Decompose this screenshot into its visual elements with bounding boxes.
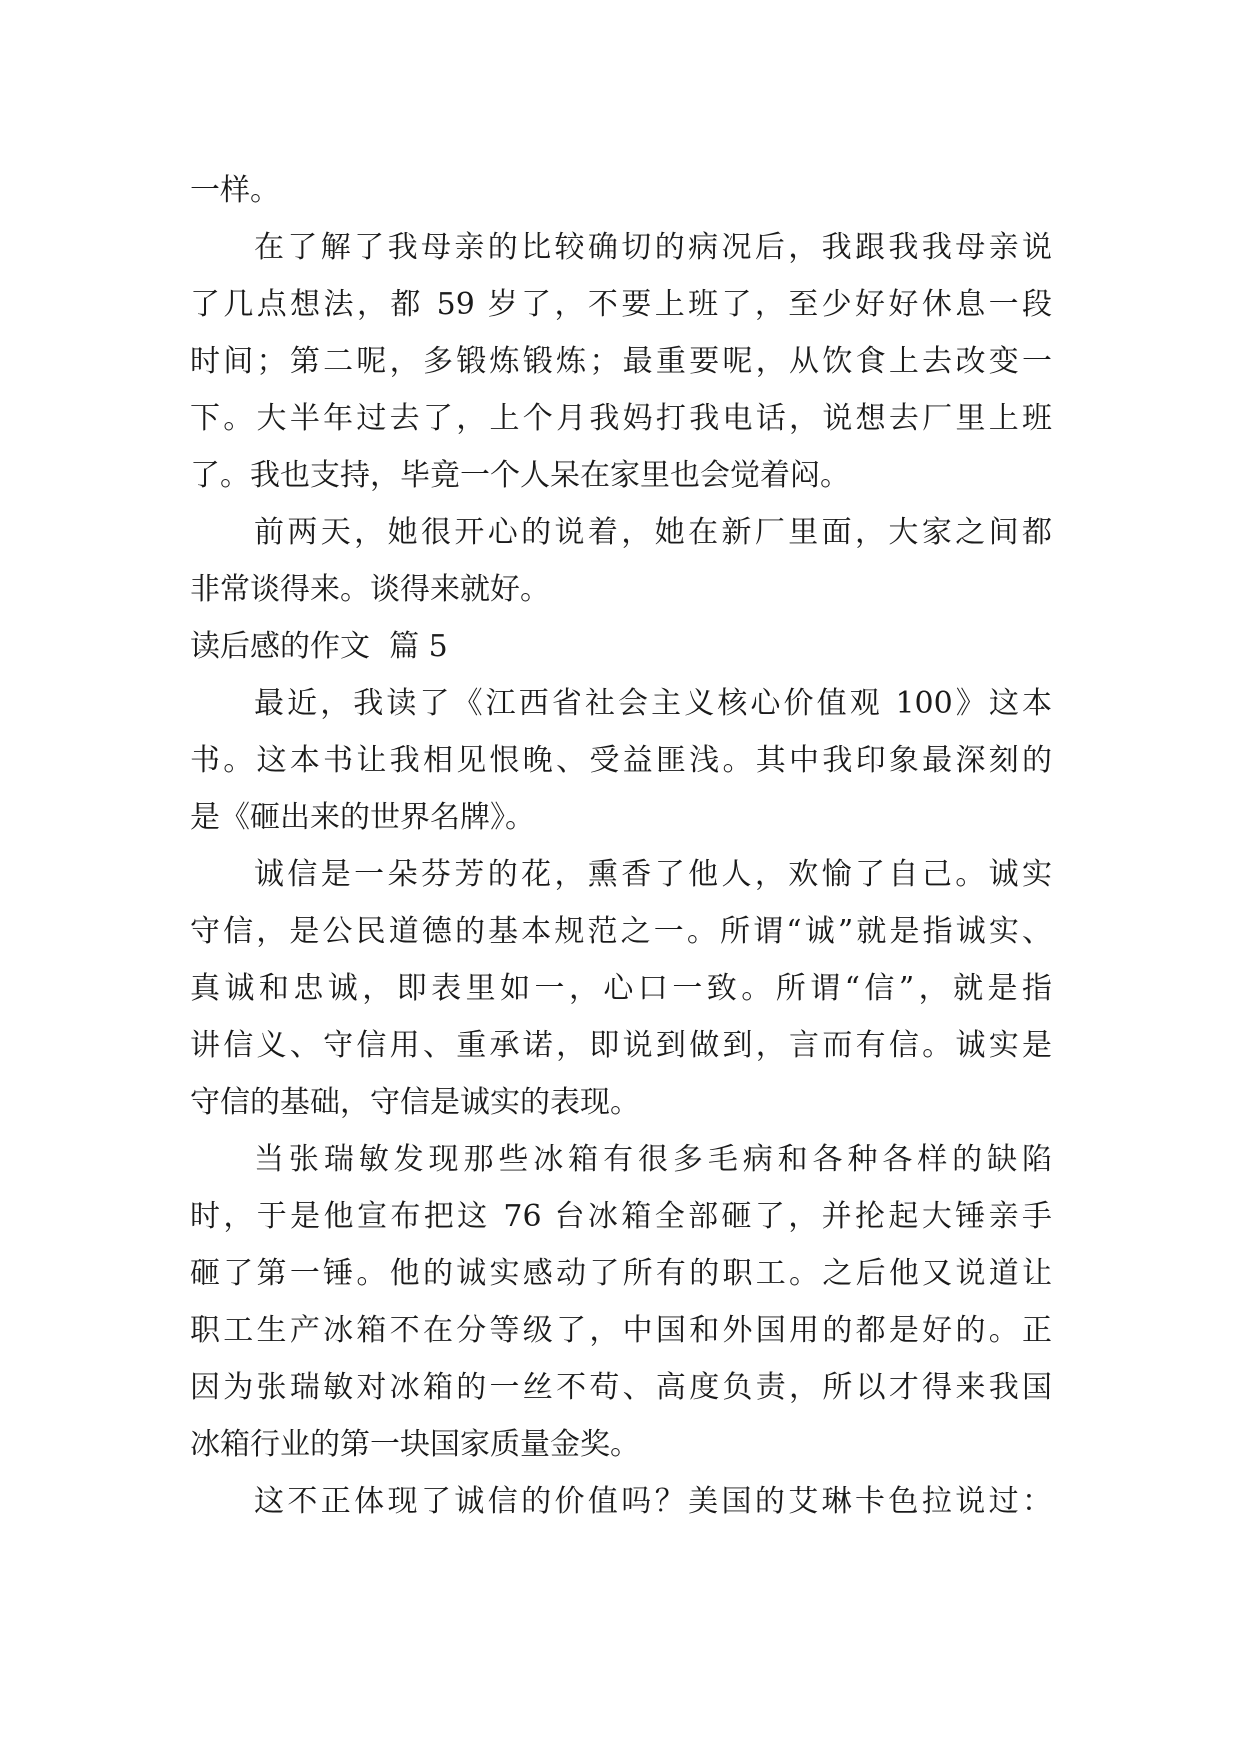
text-line: 时间；第二呢，多锻炼锻炼；最重要呢，从饮食上去改变一 [190,344,1052,379]
text-line: 职工生产冰箱不在分等级了，中国和外国用的都是好的。正 [190,1313,1052,1348]
text-line: 守信，是公民道德的基本规范之一。所谓“诚”就是指诚实、 [190,914,1052,949]
text-line: 下。大半年过去了，上个月我妈打我电话，说想去厂里上班 [190,401,1052,436]
paragraph-first-line: 这不正体现了诚信的价值吗？美国的艾琳卡色拉说过： [254,1484,1052,1519]
section-heading: 读后感的作文 篇 5 [190,629,448,664]
text-line: 真诚和忠诚，即表里如一，心口一致。所谓“信”，就是指 [190,971,1052,1006]
text-line: 冰箱行业的第一块国家质量金奖。 [190,1427,640,1462]
paragraph-first-line: 最近，我读了《江西省社会主义核心价值观 100》这本 [254,686,1052,721]
text-line: 一样。 [190,173,280,208]
text-line: 非常谈得来。谈得来就好。 [190,572,550,607]
paragraph-first-line: 在了解了我母亲的比较确切的病况后，我跟我我母亲说 [254,230,1052,265]
text-line: 书。这本书让我相见恨晚、受益匪浅。其中我印象最深刻的 [190,743,1052,778]
text-line: 了几点想法，都 59 岁了，不要上班了，至少好好休息一段 [190,287,1052,322]
text-line: 讲信义、守信用、重承诺，即说到做到，言而有信。诚实是 [190,1028,1052,1063]
paragraph-first-line: 前两天，她很开心的说着，她在新厂里面，大家之间都 [254,515,1052,550]
text-line: 因为张瑞敏对冰箱的一丝不苟、高度负责，所以才得来我国 [190,1370,1052,1405]
paragraph-first-line: 当张瑞敏发现那些冰箱有很多毛病和各种各样的缺陷 [254,1142,1052,1177]
text-line: 了。我也支持，毕竟一个人呆在家里也会觉着闷。 [190,458,850,493]
text-line: 守信的基础，守信是诚实的表现。 [190,1085,640,1120]
document-body [190,162,1052,1530]
text-line: 时，于是他宣布把这 76 台冰箱全部砸了，并抡起大锤亲手 [190,1199,1052,1234]
text-line: 是《砸出来的世界名牌》。 [190,800,535,835]
text-line: 砸了第一锤。他的诚实感动了所有的职工。之后他又说道让 [190,1256,1052,1291]
paragraph-first-line: 诚信是一朵芬芳的花，熏香了他人，欢愉了自己。诚实 [254,857,1052,892]
